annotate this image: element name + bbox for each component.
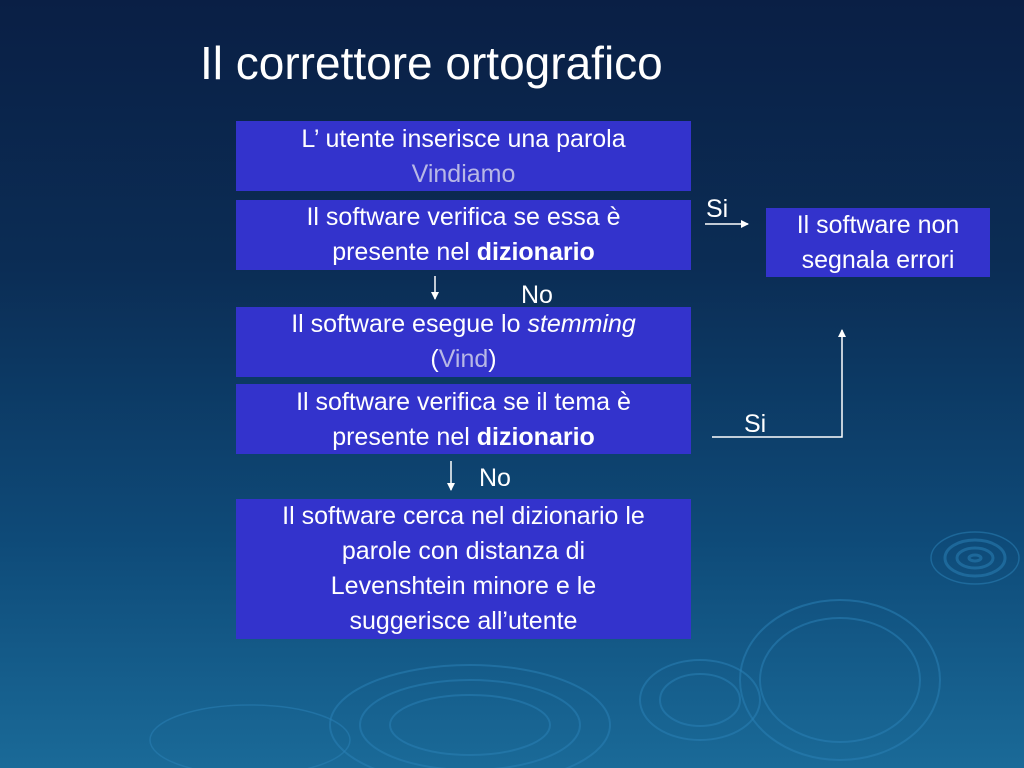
label-yes-top: Si (706, 195, 729, 223)
stem-word: Vind (438, 345, 489, 373)
dictionary-word: dizionario (476, 238, 595, 266)
dictionary-word: dizionario (476, 423, 595, 451)
result-line2: segnala errori (801, 246, 955, 274)
step-suggestions-line1: Il software cerca nel dizionario le (282, 502, 645, 530)
arrow-stem-found (712, 330, 842, 437)
line-prefix: presente nel (332, 238, 477, 266)
slide-title: Il correttore ortografico (200, 37, 663, 89)
step-suggestions-line2: parole con distanza di (341, 537, 586, 565)
stemming-word: stemming (527, 310, 636, 338)
example-word: Vindiamo (411, 160, 516, 188)
paren-close: ) (488, 345, 497, 373)
step-check-dictionary-line1: Il software verifica se essa è (306, 203, 621, 231)
paren-open: ( (430, 345, 439, 373)
line-prefix: Il software esegue lo (291, 310, 528, 338)
result-line1: Il software non (796, 211, 960, 239)
line-prefix: presente nel (332, 423, 477, 451)
label-no-1: No (521, 281, 553, 309)
label-no-2: No (479, 464, 511, 492)
step-suggestions-line4: suggerisce all’utente (349, 607, 578, 635)
label-yes-bottom: Si (744, 410, 767, 438)
step-user-input-text: L’ utente inserisce una parola (301, 125, 626, 153)
step-check-stem-line1: Il software verifica se il tema è (296, 388, 631, 416)
step-suggestions-line3: Levenshtein minore e le (330, 572, 597, 600)
